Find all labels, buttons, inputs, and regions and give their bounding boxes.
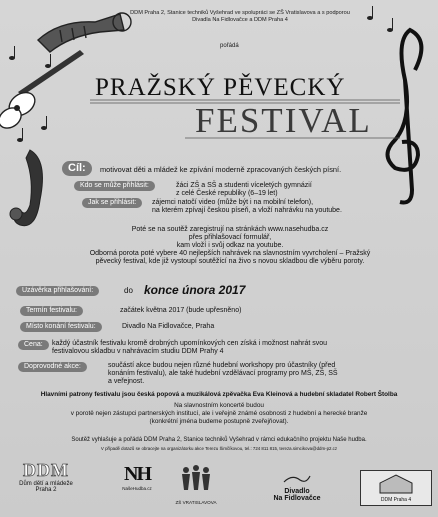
divadlo-logo: [262, 474, 332, 502]
kdo-line1: žáci ZŠ a SŠ a studenti víceletých gymnázií: [176, 182, 312, 189]
treble-clef-icon: [388, 30, 422, 203]
doprovodne-line2: konáním festivalu), ale také hudební vzdělávací programy pro MŠ, ZŠ, SŠ: [108, 370, 338, 377]
kdo-line2: z celé České republiky (6–19 let): [176, 190, 278, 197]
zs-vratislavova-logo: [168, 462, 224, 505]
jak-label: Jak se přihlásit:: [82, 198, 142, 208]
doprovodne-line1: součástí akce budou nejen různé hudební workshopy pro účastníky (před: [108, 362, 336, 369]
divadlo-line2: Na Fidlovačce: [273, 495, 321, 502]
koncert-line1: Na slavnostním koncertě budou: [174, 402, 264, 409]
ddm-caption2: Praha 2: [35, 487, 57, 493]
cena-line1: každý účastník festivalu kromě drobných upomínkových cen získá i možnost nahrát svou: [52, 340, 328, 347]
termin-label: Termín festivalu:: [20, 306, 83, 316]
kdo-label: Kdo se může přihlásit:: [74, 181, 155, 191]
ddm-logo-text: DDM: [23, 460, 69, 480]
koncert-line2: v porotě nejen zástupci partnerských institucí, ale i veřejně známé osobnosti z hudební a herecké branže: [70, 410, 368, 417]
info-line5: pěvecký festival, kde již vystoupí soutěžící na živo s novou skladbou dle výběru poroty.: [95, 258, 365, 265]
info-line3: kam vloží i svůj odkaz na youtube.: [176, 242, 284, 249]
saxophone-icon: [10, 150, 42, 226]
footer-line2: V případě dotazů se obracejte na organizátorku akce Terezu Šimčíkovou, tel.: 724 811 815, tereza.simcikova@ddm-p2.cz: [100, 446, 338, 451]
trumpet-icon: [38, 13, 131, 52]
figures-icon: [176, 462, 216, 498]
doprovodne-line3: a veřejnost.: [108, 378, 145, 385]
termin-value: začátek května 2017 (bude upřesněno): [120, 307, 242, 314]
cil-text: motivovat děti a mládež ke zpívání moderně zpracovaných českých písní.: [100, 165, 342, 174]
cena-label: Cena:: [18, 340, 49, 350]
jak-line2: na kterém zpívají českou píseň, a vloží nahrávku na youtube.: [152, 207, 342, 214]
nasehudba-logo: [112, 463, 162, 491]
nh-caption: NašeHudba.cz: [122, 486, 152, 491]
info-line1: Poté se na soutěž zaregistrují na stránkách www.nasehudba.cz: [131, 226, 329, 233]
title-line1: PRAŽSKÝ PĚVECKÝ: [95, 74, 346, 101]
divadlo-swirl-icon: [282, 474, 312, 486]
misto-label: Místo konání festivalu:: [20, 322, 102, 332]
uzaverka-do: do: [124, 286, 133, 295]
patrons-text: Hlavními patrony festivalu jsou česká popová a muzikálová zpěvačka Eva Kleinová a hudební skladatel Robert Štolba: [40, 391, 398, 398]
title-line2: FESTIVAL: [195, 101, 372, 140]
house-icon: [376, 473, 416, 495]
ddm-caption1: Dům dětí a mládeže: [19, 481, 73, 487]
organizers-text: DDM Praha 2, Stanice techniků Vyšehrad ve spolupráci se ZŠ Vratislavova a s podporou Divadla Na Fidlovačce a DDM Praha 4: [130, 10, 350, 23]
koncert-line3: (konkrétní jména budeme postupně zveřejňovat).: [149, 418, 289, 425]
jak-line1: zájemci natočí video (může být i na mobilní telefon),: [152, 199, 314, 206]
info-line4: Odborná porota poté vybere 40 nejlepších nahrávek na slavnostním vyvrcholení – Pražský: [89, 250, 371, 257]
uzaverka-label: Uzávěrka přihlašování:: [16, 286, 99, 296]
nh-logo-text: NH: [124, 463, 150, 485]
info-line2: přes přihlašovací formulář,: [188, 234, 272, 241]
footer-line1: Soutěž vyhlašuje a pořádá DDM Praha 2, Stanice techniků Vyšehrad v rámci edukačního projektu Naše hudba.: [71, 437, 367, 443]
cil-label: Cíl:: [62, 161, 92, 176]
doprovodne-label: Doprovodné akce:: [18, 362, 87, 372]
ddm4-caption: DDM Praha 4: [380, 497, 412, 503]
guitar-icon: [0, 50, 84, 132]
cena-line2: festivalovou skladbu v nahrávacím studiu DDM Prahy 4: [52, 348, 224, 355]
ddm-praha4-logo: [360, 470, 432, 506]
misto-value: Divadlo Na Fidlovačce, Praha: [122, 323, 215, 330]
porada-text: pořádá: [220, 43, 239, 49]
uzaverka-value: konce února 2017: [144, 283, 246, 297]
zs-caption: ZŠ VRATISLAVOVA: [175, 500, 217, 505]
divadlo-line1: Divadlo: [284, 488, 310, 495]
ddm-praha2-logo: [4, 460, 88, 493]
